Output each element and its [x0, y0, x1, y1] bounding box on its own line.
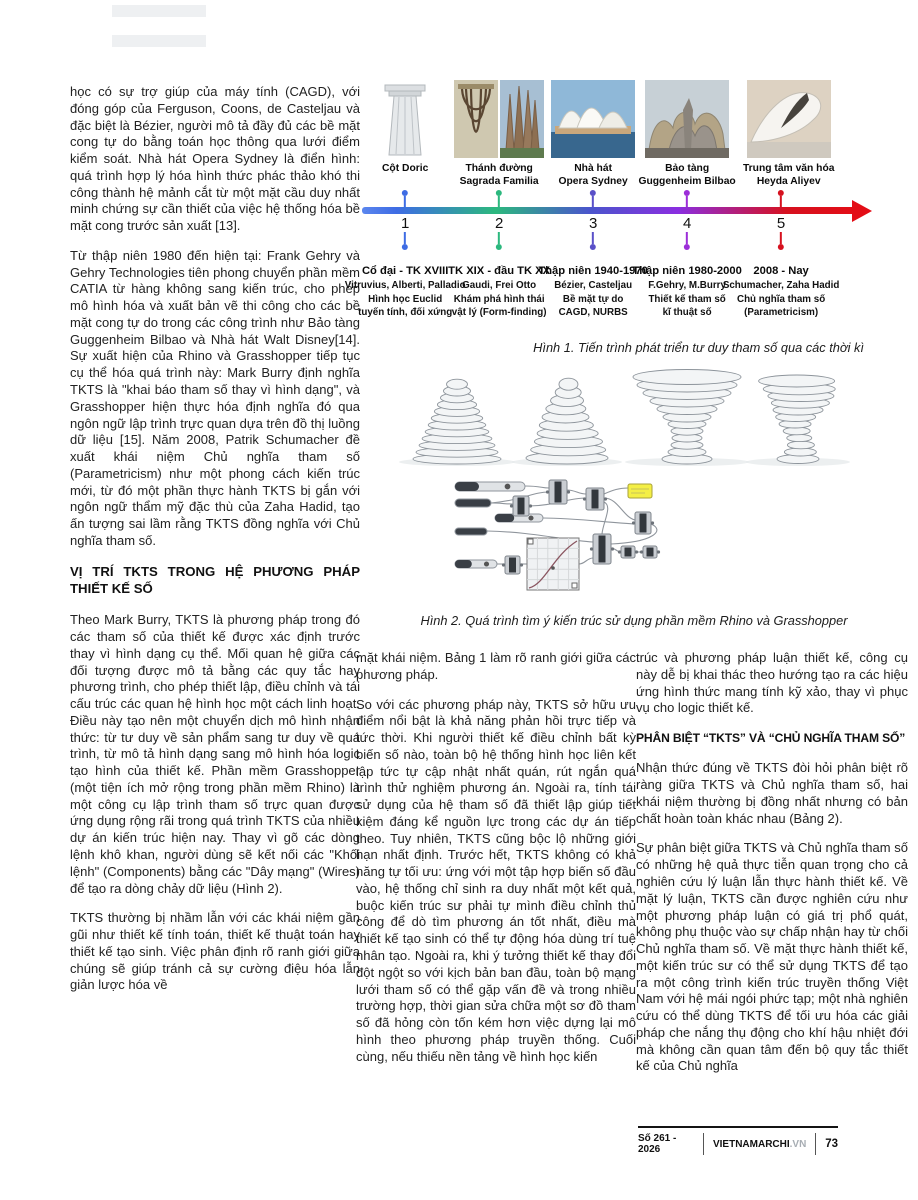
period-people: Vitruvius, Alberti, Palladio: [344, 280, 466, 292]
guggenheim-image: [645, 80, 729, 158]
milestone-dashed-stem: [404, 232, 406, 244]
timeline: [362, 190, 870, 262]
period-people: F.Gehry, M.Burry: [648, 280, 726, 292]
period-people: Bézier, Casteljau: [554, 280, 633, 292]
figure-2-caption: Hình 2. Quá trình tìm ý kiến trúc sử dụng phần mềm Rhino và Grasshopper: [420, 613, 848, 628]
milestone-number: 1: [401, 215, 410, 232]
period-people: Gaudi, Frei Otto: [462, 280, 537, 292]
hanging-chain-model-image: [454, 80, 498, 158]
milestone-dot: [402, 244, 408, 250]
column-right: [636, 650, 908, 1088]
photo-label-line: Thánh đường: [465, 163, 533, 174]
header-remnant-bar: [112, 5, 206, 17]
footer-divider: [815, 1133, 816, 1155]
milestone-tick: [589, 190, 597, 250]
milestone-dot: [496, 244, 502, 250]
period-people: Schumacher, Zaha Hadid: [722, 280, 840, 292]
photo-label-line: Heyda Aliyev: [756, 175, 821, 187]
photo-label-line: Guggenheim Bilbao: [638, 175, 736, 187]
paragraph: Nhận thức đúng về TKTS đòi hỏi phân biệt rõ ràng giữa TKTS và Chủ nghĩa tham số, hai khái niệm thường bị đồng nhất nhưng có bản chất hoàn toàn khác nhau (Bảng 2).: [636, 760, 908, 826]
figure-1-caption: Hình 1. Tiến trình phát triển tư duy tham số qua các thời kì: [533, 340, 864, 355]
milestone-tick: [777, 190, 785, 250]
period-era: Cổ đại - TK XVIII: [361, 265, 449, 277]
paragraph: trúc và phương pháp luận thiết kế, công cụ này dễ bị khai thác theo hướng tạo ra các hiệu ứng hình thức mang tính kỹ xảo, thay vì phục vụ cho logic thiết kế.: [636, 650, 908, 716]
paragraph: So với các phương pháp này, TKTS sở hữu ưu điểm nổi bật là khả năng phản hồi trực tiếp và tức thời. Khi người thiết kế điều chỉnh bất kỳ biến số nào, toàn bộ hệ thống hình học liên kết lập tức tự cập nhật nhất quán, rút ngắn quá trình thử nghiệm phương án. Ngoài ra, tính tái sử dụng của hệ tham số đã thiết lập giúp tiết kiệm đáng kể nguồn lực trong các dự án tiếp theo. Tuy nhiên, TKTS cũng bộc lộ những giới hạn nhất định. Trước hết, TKTS không có khả năng tự tối ưu: ứng với một tập hợp biến số đầu vào, hệ thống chỉ sinh ra duy nhất một kết quả, buộc kiến trúc sư phải tự mình điều chỉnh thủ công để dò tìm phương án tốt nhất, điều mà thiết kế tạo sinh có thể tự động hóa dùng trí tuệ nhân tạo. Ngoài ra, khi ý tưởng thiết kế thay đổi đột ngột so với kịch bản ban đầu, toàn bộ mạng lưới tham số có thể gặp vấn đề và trong nhiều trường hợp, thời gian sửa chữa một sơ đồ tham số đã hỏng còn tốn kém hơn việc dựng lại mô hình theo phương pháp truyền thống. Cuối cùng, nếu thiếu nền tảng về hình học kiến: [356, 696, 636, 1064]
milestone-dot: [684, 244, 690, 250]
paragraph: mặt khái niệm. Bảng 1 làm rõ ranh giới giữa các phương pháp.: [356, 650, 636, 682]
period-theme: Hình học Euclid: [368, 293, 443, 305]
figure-2-rhino-grasshopper: [395, 362, 873, 628]
footer-brand: [713, 1139, 806, 1150]
timeline-arrowhead-icon: [852, 200, 872, 222]
footer-divider: [703, 1133, 704, 1155]
figure-1-period-row: [344, 262, 870, 338]
header-remnant-bar: [112, 35, 206, 47]
period-theme: tuyến tính, đối xứng: [358, 307, 453, 319]
page-footer: [638, 1126, 838, 1155]
photo-label-line: Bảo tàng: [665, 163, 710, 174]
footer-issue: Số 261 - 2026: [638, 1133, 677, 1155]
milestone-tick: [683, 190, 691, 250]
footer-brand-name: VIETNAMARCHI: [712, 1138, 790, 1150]
period-theme: Bề mặt tự do: [562, 293, 624, 305]
photo-label-line: Sagrada Familia: [459, 175, 539, 187]
paragraph: học có sự trợ giúp của máy tính (CAGD), với đóng góp của Ferguson, Coons, de Casteljau và đặc biệt là Bézier, người mô tả đầy đủ các bề mặt cong tự do bằng toán học thông qua lưới điểm kiểm soát. Nhà hát Opera Sydney là điển hình: quá trình hợp lý hóa hình thức phác thảo khó thi công thành hệ mảnh cắt từ một mặt cầu duy nhất minh chứng sự cần thiết của việc hệ thống hóa bề mặt cong trước sản xuất [13].: [70, 84, 360, 234]
milestone-tick: [495, 190, 503, 250]
milestone-stem: [404, 196, 406, 207]
period-theme: kĩ thuật số: [662, 307, 712, 319]
milestone-number: 4: [682, 215, 692, 232]
period-theme: CAGD, NURBS: [558, 307, 628, 319]
period-theme: Khám phá hình thái: [453, 293, 545, 305]
photo-heydar-aliyev-center: [724, 78, 854, 158]
milestone-dashed-stem: [498, 232, 500, 244]
section-heading: VỊ TRÍ TKTS TRONG HỆ PHƯƠNG PHÁP THIẾT KẾ SỐ: [70, 563, 360, 597]
period-theme: vật lý (Form-finding): [451, 307, 547, 319]
milestone-dot: [590, 244, 596, 250]
column-left: [70, 84, 360, 1007]
photo-label-line: Cột Doric: [382, 163, 429, 174]
period-era: 2008 - Nay: [753, 265, 809, 277]
grasshopper-graph-wrap: [453, 472, 725, 604]
milestone-dashed-stem: [780, 232, 782, 244]
section-heading: PHÂN BIỆT “TKTS” VÀ “CHỦ NGHĨA THAM SỐ”: [636, 731, 906, 746]
milestone-dashed-stem: [686, 232, 688, 244]
milestone-dot: [778, 244, 784, 250]
grasshopper-node-graph: [453, 472, 725, 604]
period-entry: [715, 264, 847, 320]
milestone-number: 5: [776, 215, 786, 232]
milestone-stem: [780, 196, 782, 207]
paragraph: Theo Mark Burry, TKTS là phương pháp trong đó các tham số của thiết kế được xác định trước thay vì hình dạng cụ thể. Mối quan hệ giữa các đối tượng được mô tả bằng các quy tắc hay phương trình, cho phép thiết lập, điều chỉnh và tái cấu trúc các quan hệ hình học một cách linh hoạt. Điều này tạo nên một chuyển dịch mô hình nhận thức: từ tư duy về sản phẩm sang tư duy về quá trình, từ mô tả hình dạng sang mô hình hóa logic tạo hình của thiết kế. Phần mềm Grasshopper (một tiện ích mở rộng trong phần mềm Rhino) là một công cụ lập trình tham số trực quan được ứng dụng rộng rãi trong quá trình TKTS của nhiều dự án kiến trúc hiện nay. Thay vì gõ các dòng lệnh khô khan, người dùng sẽ kết nối các "Khối lệnh" (Components) bằng các "Dây mạng" (Wires) để tạo ra dòng chảy dữ liệu (Hình 2).: [70, 612, 360, 896]
period-theme: (Parametricism): [744, 307, 819, 319]
figure-1-photo-row: [362, 78, 870, 190]
milestone-number: 2: [494, 215, 504, 232]
heydar-aliyev-image: [747, 80, 831, 158]
period-theme: Chủ nghĩa tham số: [737, 293, 826, 305]
figure-1-timeline: [344, 78, 870, 355]
doric-column-image: [378, 80, 432, 158]
milestone-photo-cell: [724, 78, 854, 189]
paragraph: Từ thập niên 1980 đến hiện tại: Frank Gehry và Gehry Technologies tiên phong chuyển phần mềm CATIA từ hàng không sang kiến trúc, cho phép mô hình hóa và xuất bản vẽ thi công cho các bề mặt cong tự do trong các công trình như Bảo tàng Guggenheim Bilbao và Nhà hát Walt Disney[14]. Sự xuất hiện của Rhino và Grasshopper tiếp tục cụ thể hóa quá trình này: Mark Burry định nghĩa TKTS là "khai báo tham số thay vì hình dạng", và Grasshopper hiện thực hóa định nghĩa đó qua ngôn ngữ lập trình trực quan dựa trên đồ thị luồng dữ liệu [15]. Năm 2008, Patrik Schumacher đề xuất khái niệm Chủ nghĩa tham số (Parametricism) như một phong cách kiến trúc mới, từ đó một phần thực hành TKTS bị gắn với ngôn ngữ thẩm mỹ đặc thù của Zaha Hadid, tạo ấn tượng sai lầm rằng TKTS đồng nghĩa với Chủ nghĩa tham số.: [70, 247, 360, 548]
photo-label-line: Trung tâm văn hóa: [742, 163, 835, 174]
column-middle: [356, 650, 636, 1078]
paragraph: TKTS thường bị nhầm lẫn với các khái niệm gần gũi như thiết kế tính toán, thiết kế thuật toán hay thiết kế tạo sinh. Việc phân định rõ ranh giới giữa chúng sẽ giúp tránh cả sự cường điệu hóa lẫn giản lược hóa về: [70, 910, 360, 993]
milestone-number: 3: [588, 215, 598, 232]
period-theme: Thiết kế tham số: [648, 293, 726, 305]
milestone-stem: [498, 196, 500, 207]
milestone-tick: [401, 190, 409, 250]
period-era: TK XIX - đầu TK XX: [448, 265, 551, 277]
photo-label-line: Nhà hát: [574, 163, 612, 174]
milestone-stem: [686, 196, 688, 207]
paragraph: Sự phân biệt giữa TKTS và Chủ nghĩa tham số có những hệ quả thực tiễn quan trọng cho cả nghiên cứu lý luận lẫn thực hành thiết kế. Về mặt lý luận, TKTS cần được nghiên cứu như một phương pháp luận có giá trị phổ quát, không phụ thuộc vào sự chấp nhận hay từ chối Chủ nghĩa tham số. Về mặt thực hành thiết kế, một kiến trúc sư có thể sử dụng TKTS để tạo ra một công trình kiến trúc truyền thống Việt Nam với hệ mái ngói phức tạp; một nhà nghiên cứu có thể dùng TKTS để tối ưu hóa các giải pháp che nắng thụ động cho khí hậu nhiệt đới mà không cần quan tâm đến bộ quy tắc thiết kế của Chủ nghĩa: [636, 840, 908, 1074]
period-era: Thập niên 1980-2000: [632, 265, 742, 277]
milestone-stem: [592, 196, 594, 207]
parametric-tower-sketches: [395, 362, 873, 468]
milestone-dashed-stem: [592, 232, 594, 244]
photo-label-line: Opera Sydney: [558, 175, 628, 187]
footer-page-number: 73: [825, 1138, 839, 1150]
photo-label: [724, 163, 854, 189]
footer-brand-suffix: .VN: [789, 1138, 807, 1150]
period-era: Thập niên 1940-1970: [538, 265, 648, 277]
